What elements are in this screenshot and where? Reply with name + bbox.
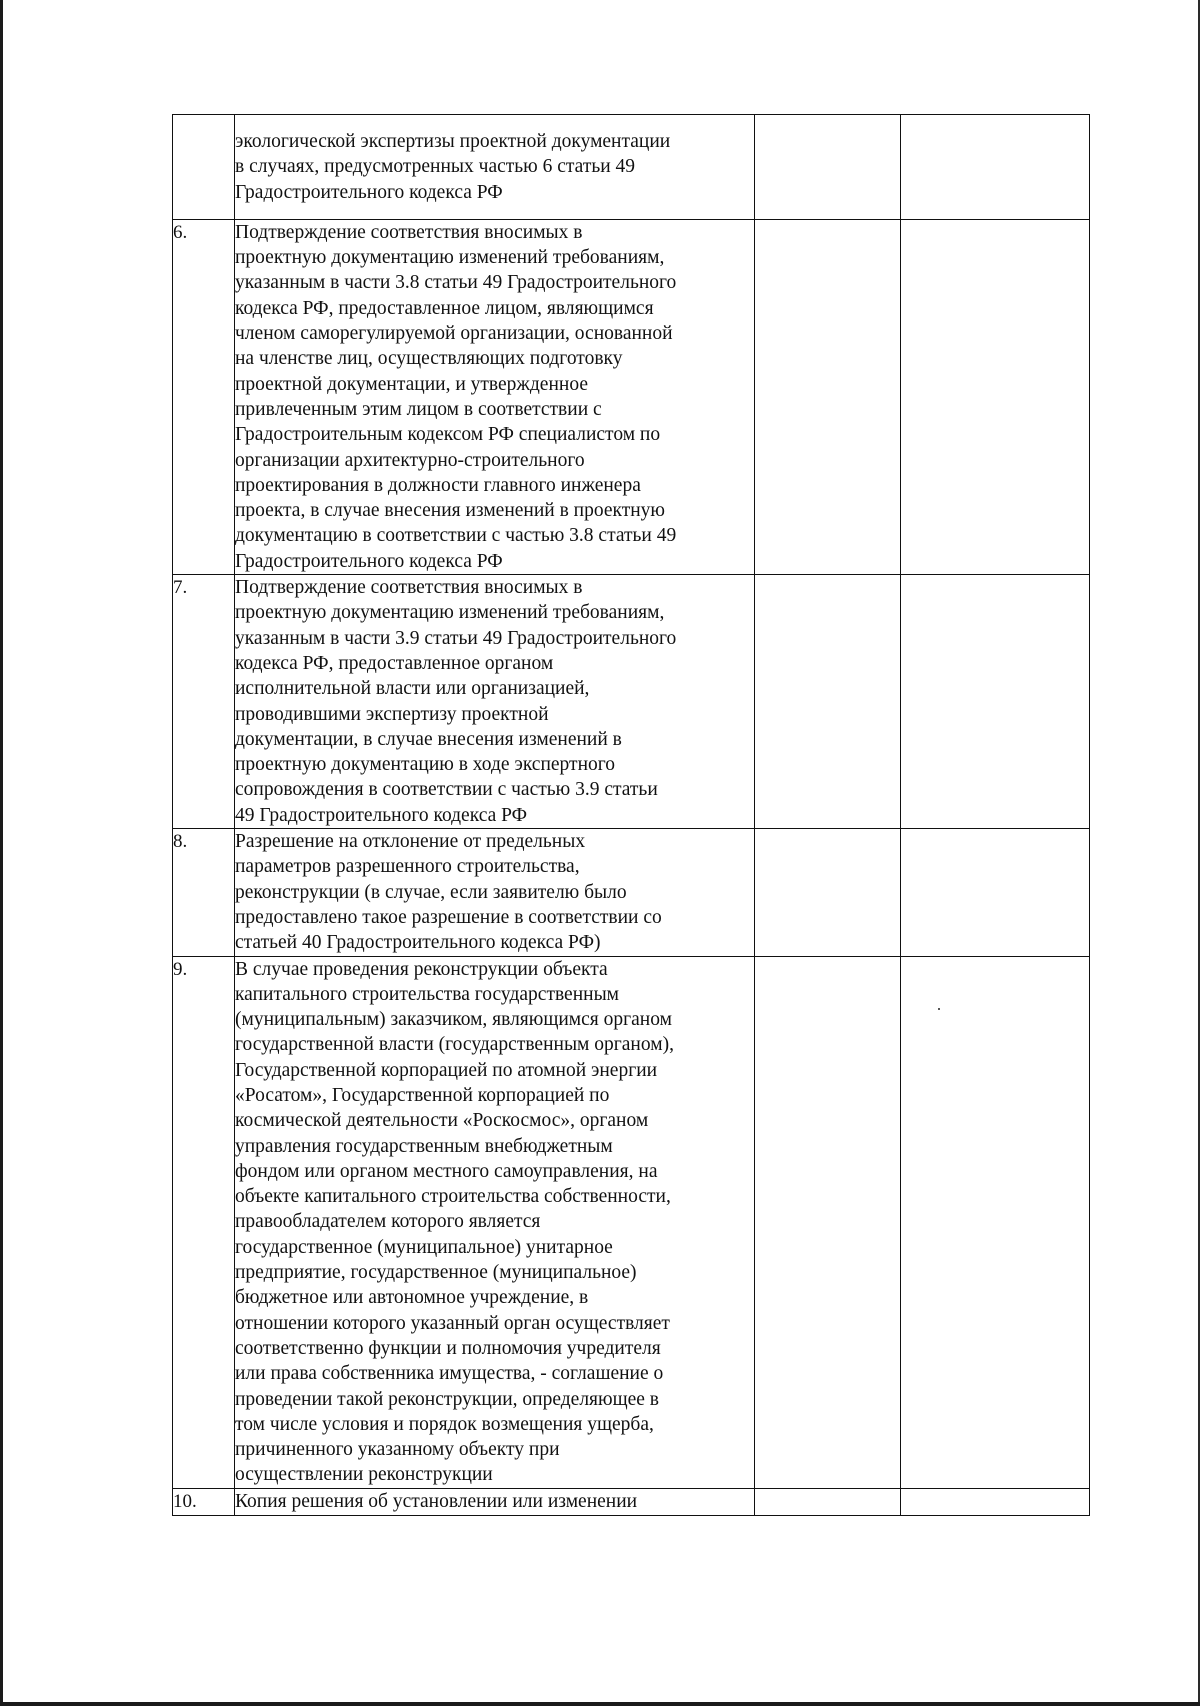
table-row [173, 956, 1090, 1488]
description-line: Градостроительного кодекса РФ [235, 550, 503, 572]
empty-cell-b [901, 219, 1090, 574]
description-line: бюджетное или автономное учреждение, в [235, 1287, 589, 1309]
description-line: членом саморегулируемой организации, основанной [235, 323, 673, 345]
description-line: объекте капитального строительства собственности, [235, 1186, 671, 1208]
table-row [173, 829, 1090, 956]
row-description [235, 829, 755, 956]
description-line: проведении такой реконструкции, определяющее в [235, 1388, 659, 1410]
description-line: документацию в соответствии с частью 3.8 статьи 49 [235, 525, 677, 547]
table-row [173, 219, 1090, 574]
description-line: капитального строительства государственным [235, 983, 620, 1005]
description-line: предприятие, государственное (муниципальное) [235, 1262, 637, 1284]
table-row [173, 115, 1090, 220]
description-line: управления государственным внебюджетным [235, 1135, 613, 1157]
description-line: Подтверждение соответствия вносимых в [235, 577, 583, 599]
description-line: Подтверждение соответствия вносимых в [235, 221, 583, 243]
description-line: Градостроительного кодекса РФ [235, 181, 503, 203]
description-line: Копия решения об установлении или изменении [235, 1490, 638, 1512]
table-row [173, 575, 1090, 829]
description-line: документации, в случае внесения изменений в [235, 728, 622, 750]
description-line: экологической экспертизы проектной документации [235, 131, 671, 152]
description-line: Разрешение на отклонение от предельных [235, 831, 586, 853]
description-line: в случаях, предусмотренных частью 6 статьи 49 [235, 156, 636, 178]
description-line: указанным в части 3.9 статьи 49 Градостроительного [235, 627, 677, 649]
description-line: том числе условия и порядок возмещения ущерба, [235, 1413, 654, 1435]
table-row [173, 1488, 1090, 1515]
description-line: Градостроительным кодексом РФ специалистом по [235, 424, 661, 446]
row-description [235, 219, 755, 574]
description-line: соответственно функции и полномочия учредителя [235, 1337, 661, 1359]
description-line: указанным в части 3.8 статьи 49 Градостроительного [235, 272, 677, 294]
empty-cell-a [755, 956, 901, 1488]
description-line: 49 Градостроительного кодекса РФ [235, 804, 528, 826]
scan-edge-bottom [0, 1702, 1200, 1706]
description-line: проектную документацию изменений требованиям, [235, 602, 665, 624]
empty-cell-b [901, 575, 1090, 829]
description-line: космической деятельности «Роскосмос», органом [235, 1110, 649, 1132]
description-line: государственное (муниципальное) унитарное [235, 1236, 613, 1258]
empty-cell-b [901, 829, 1090, 956]
empty-cell-a [755, 115, 901, 220]
description-line: проводившими экспертизу проектной [235, 703, 549, 725]
scan-edge-left [0, 0, 3, 1706]
description-line: сопровождения в соответствии с частью 3.9 статьи [235, 779, 658, 801]
description-line: Государственной корпорацией по атомной энергии [235, 1059, 658, 1081]
empty-cell-a [755, 219, 901, 574]
description-line: кодекса РФ, предоставленное органом [235, 652, 554, 674]
row-description [235, 956, 755, 1488]
empty-cell-a [755, 575, 901, 829]
description-line: предоставлено такое разрешение в соответствии со [235, 906, 662, 928]
description-line: проекта, в случае внесения изменений в проектную [235, 500, 665, 522]
description-line: правообладателем которого является [235, 1211, 541, 1233]
description-line: реконструкции (в случае, если заявителю было [235, 881, 627, 903]
description-line: исполнительной власти или организацией, [235, 678, 590, 700]
empty-cell-b [901, 115, 1090, 220]
row-number: 9. [173, 956, 235, 1488]
description-line: (муниципальным) заказчиком, являющимся органом [235, 1009, 672, 1031]
description-line: или права собственника имущества, - соглашение о [235, 1363, 664, 1385]
description-line: проектной документации, и утвержденное [235, 373, 588, 395]
description-line: проектную документацию в ходе экспертного [235, 754, 616, 776]
description-line: статьей 40 Градостроительного кодекса РФ) [235, 932, 601, 954]
description-line: кодекса РФ, предоставленное лицом, являющимся [235, 297, 654, 319]
description-line: проектную документацию изменений требованиям, [235, 247, 665, 269]
row-description [235, 575, 755, 829]
empty-cell-b [901, 956, 1090, 1488]
row-description [235, 115, 755, 220]
empty-cell-b [901, 1488, 1090, 1515]
description-line: отношении которого указанный орган осуществляет [235, 1312, 670, 1334]
row-number: 10. [173, 1488, 235, 1515]
documents-table [172, 114, 1090, 1516]
description-line: «Росатом», Государственной корпорацией по [235, 1084, 610, 1106]
description-line: параметров разрешенного строительства, [235, 856, 580, 878]
description-line: организации архитектурно-строительного [235, 449, 585, 471]
description-line: государственной власти (государственным органом), [235, 1034, 674, 1056]
description-line: фондом или органом местного самоуправления, на [235, 1160, 658, 1182]
row-number: 7. [173, 575, 235, 829]
empty-cell-a [755, 1488, 901, 1515]
scan-speck [938, 1008, 940, 1010]
documents-table-body [173, 115, 1090, 1516]
description-line: осуществлении реконструкции [235, 1464, 493, 1486]
description-line: на членстве лиц, осуществляющих подготовку [235, 348, 623, 370]
description-line: причиненного указанному объекту при [235, 1439, 560, 1461]
row-number: 8. [173, 829, 235, 956]
empty-cell-a [755, 829, 901, 956]
description-line: В случае проведения реконструкции объекта [235, 958, 608, 980]
row-number: 6. [173, 219, 235, 574]
description-line: привлеченным этим лицом в соответствии с [235, 398, 602, 420]
row-number [173, 115, 235, 220]
description-line: проектирования в должности главного инженера [235, 474, 641, 496]
row-description [235, 1488, 755, 1515]
